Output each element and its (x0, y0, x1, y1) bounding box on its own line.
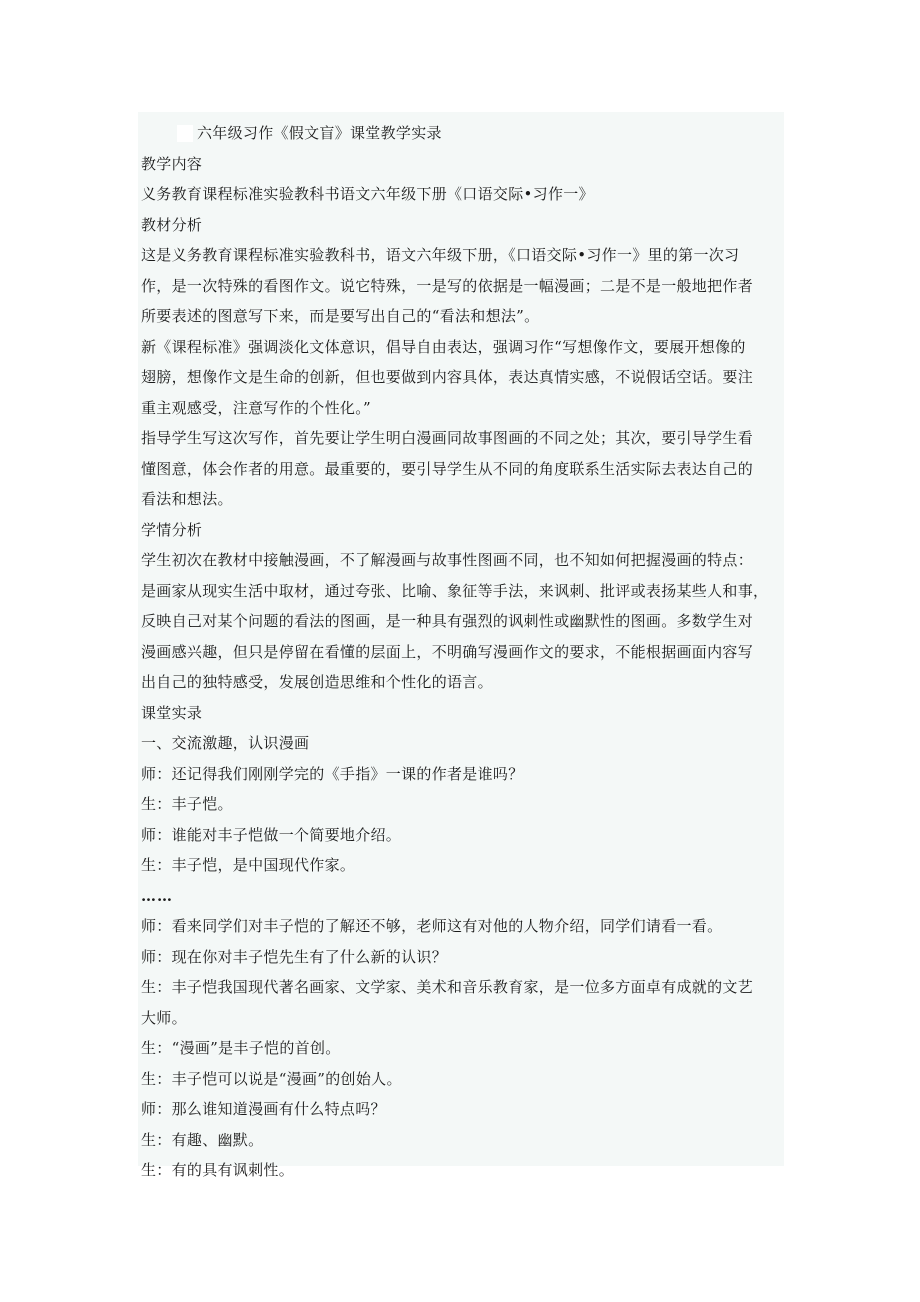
dialogue-line: 师：谁能对丰子恺做一个简要地介绍。 (141, 825, 402, 844)
paragraph-line: 学生初次在教材中接触漫画，不了解漫画与故事性图画不同，也不知如何把握漫画的特点： (141, 551, 754, 569)
dialogue-line: 生：丰子恺。 (141, 795, 233, 813)
dialogue-line: 师：现在你对丰子恺先生有了什么新的认识？ (141, 947, 448, 966)
subsection-heading: 一、交流激趣，认识漫画 (141, 734, 310, 752)
section-heading-content: 教学内容 (141, 154, 203, 173)
paragraph-line: 指导学生写这次写作，首先要让学生明白漫画同故事图画的不同之处；其次，要引导学生看 (141, 429, 754, 447)
paragraph-line: 这是义务教育课程标准实验教科书，语文六年级下册，《口语交际•习作一》里的第一次习 (141, 246, 740, 264)
dialogue-line: 师：那么谁知道漫画有什么特点吗？ (141, 1100, 386, 1118)
paragraph-line: 翅膀，想像作文是生命的创新，但也要做到内容具体，表达真情实感，不说假话空话。要注 (141, 368, 754, 386)
paragraph-line: 反映自己对某个问题的看法的图画，是一种具有强烈的讽刺性或幽默性的图画。多数学生对 (141, 612, 754, 630)
paragraph-line: 是画家从现实生活中取材，通过夸张、比喻、象征等手法，来讽刺、批评或表扬某些人和事， (141, 581, 769, 600)
dialogue-line: 生：丰子恺可以说是“漫画”的创始人。 (141, 1069, 402, 1088)
dialogue-line: 生：有趣、幽默。 (141, 1130, 264, 1149)
paragraph-line: 重主观感受，注意写作的个性化。” (141, 398, 371, 417)
section-heading-record: 课堂实录 (141, 703, 203, 722)
dialogue-line: 大师。 (141, 1008, 187, 1027)
paragraph-line: 作，是一次特殊的看图作文。说它特殊，一是写的依据是一幅漫画；二是不是一般地把作者 (141, 276, 754, 295)
dialogue-line: 生：有的具有讽刺性。 (141, 1161, 295, 1179)
paragraph-line: 新《课程标准》强调淡化文体意识，倡导自由表达，强调习作“写想像作文，要展开想像的 (141, 337, 746, 356)
dialogue-line: 生：丰子恺，是中国现代作家。 (141, 856, 356, 874)
dialogue-line: 生：“漫画”是丰子恺的首创。 (141, 1039, 341, 1057)
dialogue-line: 生：丰子恺我国现代著名画家、文学家、美术和音乐教育家，是一位多方面卓有成就的文艺 (141, 978, 754, 996)
paragraph-line: 出自己的独特感受，发展创造思维和个性化的语言。 (141, 673, 493, 691)
document-title: 六年级习作《假文盲》课堂教学实录 (197, 124, 442, 142)
paragraph-line: 漫画感兴趣，但只是停留在看懂的层面上，不明确写漫画作文的要求，不能根据画面内容写 (141, 642, 754, 661)
dialogue-line: 师：看来同学们对丰子恺的了解还不够，老师这有对他的人物介绍，同学们请看一看。 (141, 917, 723, 935)
document-page (138, 112, 784, 1179)
section-heading-learners: 学情分析 (141, 520, 203, 539)
paragraph-line: 义务教育课程标准实验教科书语文六年级下册《口语交际•习作一》 (141, 185, 594, 203)
ellipsis-line: …… (141, 886, 173, 905)
paragraph-line: 所要表述的图意写下来，而是要写出自己的“看法和想法”。 (141, 307, 540, 325)
document-title-line (141, 118, 784, 149)
paragraph-line: 看法和想法。 (141, 490, 233, 508)
dialogue-line: 师：还记得我们刚刚学完的《手指》一课的作者是谁吗？ (141, 764, 524, 783)
paragraph-line: 懂图意，体会作者的用意。最重要的，要引导学生从不同的角度联系生活实际去表达自己的 (141, 459, 754, 478)
section-heading-analysis: 教材分析 (141, 215, 203, 234)
